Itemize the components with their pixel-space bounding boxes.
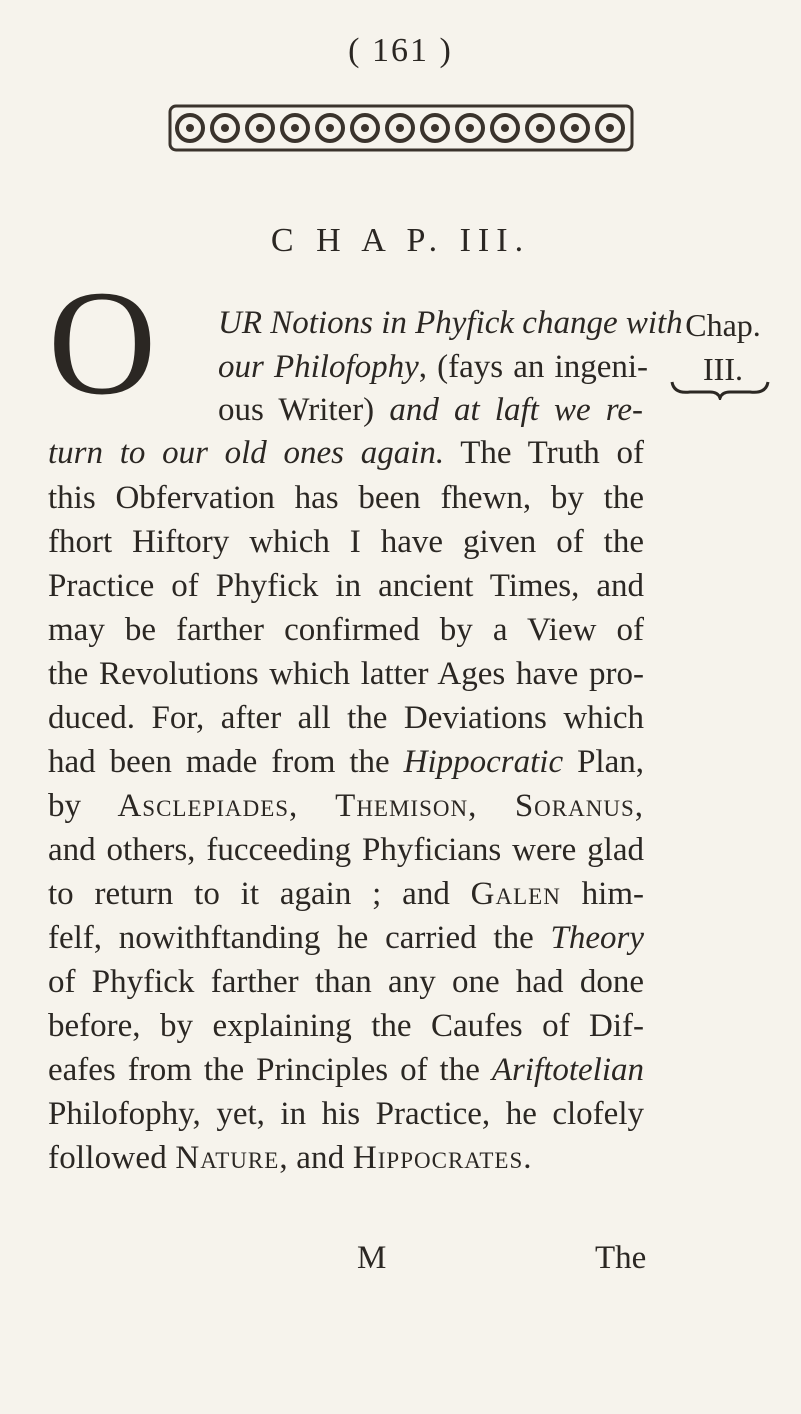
text-line — [48, 522, 644, 562]
text-span: Asclepiades, Themison, Soranus, — [117, 788, 644, 824]
marginal-note-line: Chap. — [685, 307, 761, 343]
text-span: Hippocrates. — [352, 1140, 533, 1176]
text-line — [48, 786, 644, 826]
text-span: may be farther confirmed by a View of — [48, 612, 644, 648]
text-span: turn to our old ones again. — [48, 435, 445, 471]
text-span: of Phyfick farther than any one had done — [48, 964, 644, 1000]
text-line — [48, 742, 644, 782]
text-span: Plan, — [563, 744, 644, 780]
text-span: by — [48, 788, 118, 824]
text-span: The Truth of — [444, 435, 644, 471]
text-span: had been made from the — [48, 744, 404, 780]
text-span: Ariftotelian — [491, 1052, 644, 1088]
text-line — [48, 610, 644, 650]
text-span: Notions in Phyfick change with — [270, 305, 683, 341]
text-span: Galen — [470, 876, 561, 912]
text-line — [48, 962, 644, 1002]
text-span: before, by explaining the Caufes of Dif- — [48, 1008, 644, 1044]
chapter-heading: C H A P. III. — [270, 222, 531, 259]
text-span: this Obfervation has been fhewn, by the — [48, 480, 644, 516]
text-span: Philofophy, yet, in his Practice, he clofely — [48, 1096, 644, 1132]
text-span: felf, nowithftanding he carried the — [48, 920, 551, 956]
text-line — [48, 918, 644, 958]
text-span: our Philofophy — [218, 349, 419, 385]
text-line — [48, 1094, 644, 1134]
marginal-note-line: III. — [703, 351, 743, 387]
text-span: followed — [48, 1140, 176, 1176]
text-span: , and — [279, 1140, 353, 1176]
text-line — [48, 478, 644, 518]
drop-cap: O — [48, 260, 157, 426]
text-line — [48, 698, 644, 738]
catchword: The — [595, 1240, 647, 1276]
text-span: and at laft we re- — [389, 392, 643, 428]
text-span: Theory — [550, 920, 644, 956]
text-span: eafes from the Principles of the — [48, 1052, 492, 1088]
text-span: , (fays an ingeni- — [418, 349, 648, 385]
text-line — [48, 874, 644, 914]
brace-icon — [670, 378, 770, 400]
page-number: ( 161 ) — [348, 32, 453, 69]
text-line — [48, 433, 644, 473]
text-line — [218, 390, 643, 430]
text-span: the Revolutions which latter Ages have pro- — [48, 656, 644, 692]
text-line — [48, 1006, 644, 1046]
text-line — [218, 303, 683, 343]
text-span: Nature — [175, 1140, 280, 1176]
text-span: Hippocratic — [403, 744, 564, 780]
text-span: Practice of Phyfick in ancient Times, and — [48, 568, 644, 604]
text-line — [48, 1050, 644, 1090]
text-span: ous Writer) — [218, 392, 390, 428]
text-span: and others, fucceeding Phyficians were glad — [48, 832, 644, 868]
text-span: duced. For, after all the Deviations which — [48, 700, 644, 736]
text-span: UR — [218, 305, 271, 341]
signature-mark: M — [357, 1240, 387, 1276]
decorative-headpiece-icon — [168, 100, 634, 156]
text-span: to return to it again ; and — [48, 876, 471, 912]
text-span: him- — [560, 876, 644, 912]
text-line — [218, 347, 648, 387]
text-line — [48, 830, 644, 870]
text-line — [48, 654, 644, 694]
text-span: fhort Hiftory which I have given of the — [48, 524, 644, 560]
text-line — [48, 566, 644, 606]
text-line — [48, 1138, 533, 1178]
